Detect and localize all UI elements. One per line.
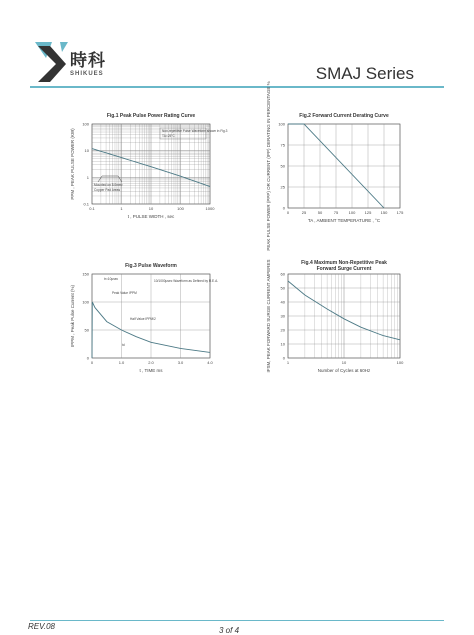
y-axis-label: IFSM, PEAK FORWARD SURGE CURRENT AMPERES [266,259,271,373]
y-tick-label: 10 [84,148,89,154]
x-tick-label: 0 [286,210,290,215]
y-tick-label: 1 [86,174,89,180]
y-tick-label: 75 [280,142,285,148]
x-tick-label: 10 [148,206,154,211]
x-tick-label: 1 [286,360,290,365]
chart-forward-current-derating [258,81,418,251]
x-tick-label: 3.0 [177,360,184,365]
x-axis-label: t , TIME ms [139,368,163,373]
annotation: 10/1000μsec Waveform as Defined by R.E.A. [154,279,219,283]
annotation: Non-repetitive Pulse Waveform shown in Fig.3 [162,129,228,133]
chart-title: Fig.1 Peak Pulse Power Rating Curve [106,113,196,119]
x-tick-label: 100 [177,206,184,211]
x-tick-label: 4.0 [207,360,213,365]
annotation: Mounted on 5.0mm² [94,183,123,187]
chart-svg [258,258,418,388]
x-axis-label: TA , AMBIENT TEMPERATURE , °C [307,218,381,223]
y-axis-label: IPPM , Peak Pulse Current (%) [70,284,75,348]
y-tick-label: 0 [282,355,285,361]
header-rule [30,86,444,88]
y-tick-label: 100 [278,121,285,127]
y-tick-label: 0.1 [83,201,89,207]
y-tick-label: 100 [82,299,89,305]
x-axis-label: t , PULSE WIDTH , sec [127,214,175,219]
annotation: Copper Pad Areas [94,188,121,192]
chart-svg [60,108,230,238]
x-tick-label: 2.0 [148,360,154,365]
pulse-shape-icon [98,176,122,182]
x-tick-label: 100 [396,360,404,365]
chart-title: Fig.2 Forward Current Derating Curve [299,113,389,119]
x-tick-label: 0.1 [89,206,95,211]
chart-svg [60,258,230,388]
y-tick-label: 0 [282,205,285,211]
logo-brand-text: 時科 [70,51,106,71]
y-tick-label: 10 [280,341,285,347]
x-tick-label: 100 [348,210,356,215]
annotation-box [160,128,206,139]
footer-rule [30,620,444,621]
x-tick-label: 25 [301,210,307,215]
y-tick-label: 60 [280,271,285,277]
chart-svg [258,81,418,251]
x-tick-label: 1.0 [118,360,125,365]
y-tick-label: 40 [280,299,285,305]
x-tick-label: 75 [333,210,339,215]
annotation: Peak Value IPPM [112,291,137,295]
y-tick-label: 0 [86,355,89,361]
annotation: Half Value IPPM/2 [130,317,156,321]
chart-pulse-waveform [60,258,230,388]
y-tick-label: 50 [280,285,285,291]
annotation: td [122,343,125,347]
chart-title: Forward Surge Current [316,266,372,272]
x-tick-label: 1 [120,206,123,211]
revision-label: REV.08 [28,622,55,631]
y-tick-label: 100 [82,121,89,127]
x-tick-label: 50 [317,210,323,215]
chart-peak-pulse-power [60,108,230,238]
y-tick-label: 50 [84,327,89,333]
y-tick-label: 150 [82,271,89,277]
y-axis-label: PEAK PULSE POWER (PPP) OR CURRENT (IPP) DERATING IN PERCENTAGE % [266,81,271,251]
annotation: TA=25°C [162,134,175,138]
series-title: SMAJ Series [315,64,414,83]
x-tick-label: 0 [90,360,94,365]
chart-title: Fig.4 Maximum Non-Repetitive Peak [301,260,387,266]
x-tick-label: 150 [380,210,388,215]
y-tick-label: 25 [280,184,285,190]
y-tick-label: 50 [280,163,285,169]
chart-surge-current [258,258,418,388]
page-number: 3 of 4 [219,626,240,635]
chart-title: Fig.3 Pulse Waveform [125,263,177,269]
y-tick-label: 30 [280,313,285,319]
x-tick-label: 125 [364,210,372,215]
x-tick-label: 10 [341,360,347,365]
y-axis-label: PPM , PEAK PULSE POWER (KW) [70,128,75,200]
logo-subtitle: SHIKUES [70,71,104,77]
x-tick-label: 175 [396,210,404,215]
x-tick-label: 1000 [205,206,215,211]
annotation: tr=10μsec [104,277,119,281]
x-axis-label: Number of Cycles at 60Hz [317,368,371,373]
y-tick-label: 20 [280,327,285,333]
